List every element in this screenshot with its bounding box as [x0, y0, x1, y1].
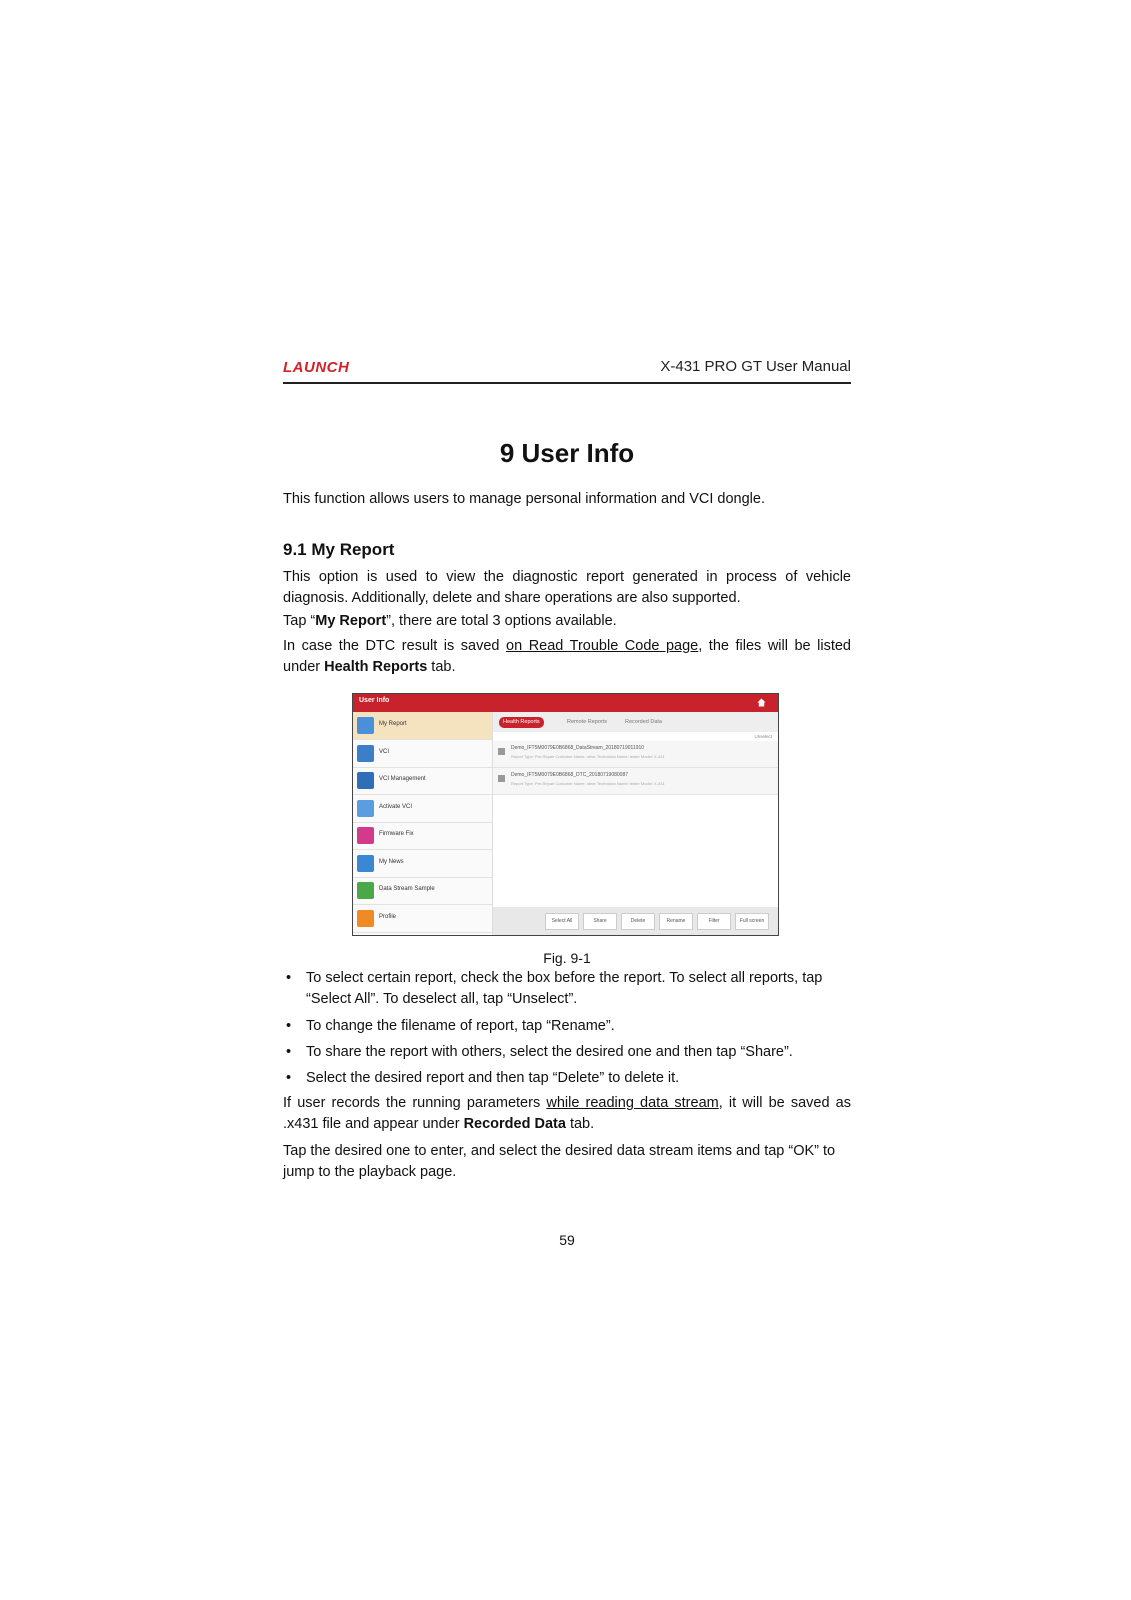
manual-title: X-431 PRO GT User Manual: [660, 358, 851, 375]
sidebar-item-icon: [357, 800, 374, 817]
report-meta: Report Type: Pre-Repair Customer Name: other Technician Name: tester Model: X-431: [511, 781, 665, 786]
report-name: Demo_IFT5M0079E0B6868_DataStream_20180719011910: [511, 745, 645, 751]
sidebar-item[interactable]: [353, 712, 492, 740]
bullet-text: To change the filename of report, tap “Rename”.: [306, 1018, 615, 1034]
bullet-text: To select certain report, check the box before the report. To select all reports, tap “Select All”. To deselect all, tap “Unselect”.: [306, 970, 823, 1007]
report-name: Demo_IFT5M0079E0B6868_DTC_20180719080087: [511, 772, 629, 778]
section-title: 9.1 My Report: [283, 540, 395, 559]
sidebar-item-label: Firmware Fix: [379, 831, 414, 837]
figure-screenshot: [352, 693, 779, 936]
bullet-dot: •: [286, 1044, 292, 1060]
p4-text-b: , it will be saved as .x431 file and appear under: [283, 1095, 851, 1132]
sidebar-item[interactable]: [353, 767, 492, 795]
full-screen-button[interactable]: Full screen: [735, 913, 769, 930]
select-all-button[interactable]: Select All: [545, 913, 579, 930]
tab-remote-reports[interactable]: Remote Reports: [567, 719, 608, 725]
p2-bold: My Report: [315, 613, 387, 629]
sidebar-item[interactable]: [353, 905, 492, 933]
tab-recorded-data[interactable]: Recorded Data: [625, 719, 662, 725]
share-button[interactable]: Share: [583, 913, 617, 930]
bullet-dot: •: [286, 970, 292, 986]
action-bar: [493, 907, 778, 935]
p2-text-c: ”, there are total 3 options available.: [386, 613, 617, 629]
p3-text-a: In case the DTC result is saved: [283, 638, 507, 654]
filter-button[interactable]: Filter: [697, 913, 731, 930]
paragraph-1: This option is used to view the diagnostic report generated in process of vehicle diagnosis. Additionally, delete and share operations are also supported.: [283, 569, 851, 606]
brand-logo: LAUNCH: [283, 359, 350, 376]
bullet-dot: •: [286, 1018, 292, 1034]
bullet-text: To share the report with others, select the desired one and then tap “Share”.: [306, 1044, 793, 1060]
tab-health-reports[interactable]: Health Reports: [499, 717, 544, 728]
page-number: 59: [559, 1232, 575, 1248]
row-checkbox[interactable]: [498, 775, 505, 782]
sidebar-item[interactable]: [353, 877, 492, 905]
table-row[interactable]: [493, 741, 778, 768]
chapter-title: 9 User Info: [499, 438, 635, 468]
figure-caption: Fig. 9-1: [543, 950, 591, 966]
intro-paragraph: This function allows users to manage personal information and VCI dongle.: [283, 491, 765, 507]
bullet-text: Select the desired report and then tap “Delete” to delete it.: [306, 1070, 680, 1086]
sidebar: [353, 712, 493, 935]
app-title: User Info: [359, 697, 390, 704]
report-meta: Report Type: Pre-Repair Customer Name: other Technician Name: tester Model: X-431: [511, 754, 665, 759]
p4-link[interactable]: while reading data stream: [546, 1095, 719, 1111]
p3-link[interactable]: on Read Trouble Code page: [506, 638, 699, 654]
sidebar-item-icon: [357, 910, 374, 927]
rename-button[interactable]: Rename: [659, 913, 693, 930]
home-icon[interactable]: [757, 698, 766, 707]
sidebar-item-label: My News: [379, 858, 404, 865]
sidebar-item-label: Activate VCI: [379, 803, 413, 810]
sidebar-item-label: My Report: [379, 721, 407, 727]
sidebar-item-icon: [357, 717, 374, 734]
delete-button[interactable]: Delete: [621, 913, 655, 930]
tab-bar: [493, 712, 778, 732]
paragraph-4: [283, 1093, 851, 1135]
sidebar-item[interactable]: [353, 850, 492, 878]
sidebar-item-label: VCI: [379, 748, 390, 755]
p3-bold: Health Reports: [324, 659, 428, 675]
paragraph-2: [283, 611, 851, 632]
sidebar-item-label: Data Stream Sample: [379, 886, 435, 892]
sidebar-item-icon: [357, 745, 374, 762]
page-header: [283, 358, 851, 384]
paragraph-5: Tap the desired one to enter, and select the desired data stream items and tap “OK” to jump to the playback page.: [283, 1143, 836, 1180]
sidebar-item-icon: [357, 855, 374, 872]
bullet-dot: •: [286, 1070, 292, 1086]
p4-text-c: tab.: [565, 1116, 595, 1132]
sidebar-item[interactable]: [353, 795, 492, 823]
row-checkbox[interactable]: [498, 748, 505, 755]
sidebar-item-icon: [357, 827, 374, 844]
p3-text-c: tab.: [427, 659, 456, 675]
paragraph-3: [283, 636, 851, 678]
app-title-bar: [353, 694, 778, 712]
p4-bold: Recorded Data: [463, 1116, 566, 1132]
sidebar-item-icon: [357, 772, 374, 789]
p2-text-a: Tap “: [283, 613, 316, 629]
sidebar-item-label: Profile: [379, 913, 397, 920]
sidebar-item[interactable]: [353, 822, 492, 850]
sidebar-item-icon: [357, 882, 374, 899]
sidebar-item[interactable]: [353, 740, 492, 768]
unselect-button[interactable]: Unselect: [754, 734, 772, 739]
p3-text-b: , the files will be listed under: [283, 638, 851, 675]
sidebar-item-label: VCI Management: [379, 776, 426, 782]
table-row[interactable]: [493, 768, 778, 795]
p4-text-a: If user records the running parameters: [283, 1095, 547, 1111]
